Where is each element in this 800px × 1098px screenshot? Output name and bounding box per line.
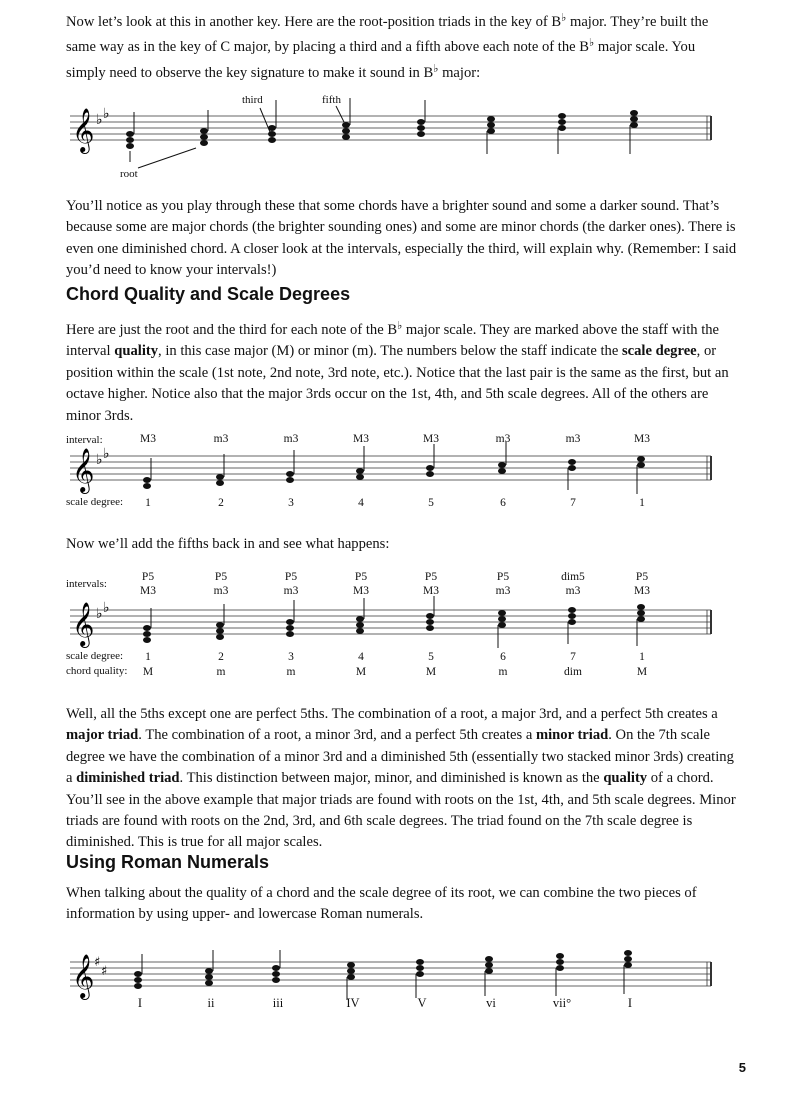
section-heading-roman-numerals: Using Roman Numerals [66, 852, 270, 872]
fifth-annotation: fifth [322, 94, 341, 106]
svg-text:♭: ♭ [96, 112, 103, 128]
svg-text:♭: ♭ [103, 446, 110, 462]
svg-text:♯: ♯ [101, 964, 108, 979]
svg-text:𝄞: 𝄞 [72, 448, 95, 492]
svg-text:♯: ♯ [94, 955, 101, 970]
svg-text:♭: ♭ [96, 606, 103, 622]
section-heading-chord-quality: Chord Quality and Scale Degrees [66, 284, 351, 304]
svg-text:𝄞: 𝄞 [72, 954, 95, 998]
paragraph-4: Well, all the 5ths except one are perfect 5ths. The combination of a root, a major 3rd, and a perfect 5th creates a major triad. The combination of a root, a minor 3rd, and a perfect 5th creates a minor triad. On the 7th scale degree we have the combination of a minor 3rd and a diminished 5th (essentially two stacked minor 3rds) creating a diminished triad. This distinction between major, minor, and diminished is known as the quality of a chord. You’ll see in the above example that major triads are found with roots on the 1st, 4th, and 5th scale degrees. Minor triads are found with roots on the 2nd, 3rd, and 6th scale degrees. The triad found on the 7th scale degree is diminished. This is true for all major scales. [66, 706, 736, 851]
interval-label: interval: [66, 434, 103, 446]
svg-text:♭: ♭ [103, 600, 110, 616]
example4-staff: 𝄞 ♯ ♯ I ii iii IV V vi vii° I [66, 940, 716, 1020]
example2-staff: interval: scale degree: 𝄞 ♭ ♭ M3 m3 m3 M3 M3 m3 m3 M3 1 2 3 4 5 6 7 1 [66, 434, 716, 514]
intro-paragraph: Now let’s look at this in another key. Here are the root-position triads in the key of B♭ major. They’re built the same way as in the key of C major, by placing a third and a fifth above each note of the B♭ major scale. You simply need to observe the key signature to make it sound in B♭ major: [66, 12, 709, 81]
svg-text:♭: ♭ [96, 452, 103, 468]
example1-staff [66, 88, 716, 188]
root-annotation: root [120, 168, 138, 180]
svg-text:𝄞: 𝄞 [72, 602, 95, 646]
example3-staff: intervals: scale degree: chord quality: 𝄞 ♭ ♭ P5 M3 P5 m3 P5 m3 P5 M3 P5 M3 P5 m3 dim5 m3 P5 M3 1 M 2 m 3 m 4 M 5 M 6 m 7 dim 1 M [66, 570, 716, 682]
third-annotation: third [242, 94, 263, 106]
page-number: 5 [738, 1060, 746, 1075]
scale-degree-label: scale degree: [66, 496, 124, 508]
paragraph-2: You’ll notice as you play through these that some chords have a brighter sound and some a darker sound. That’s because some are major chords (the brighter sounding ones) and some are minor chords (the darker ones). There is even one diminished chord. A closer look at the intervals, especially the third, will explain why. (Remember: I said you’d need to know your intervals!) [66, 198, 737, 279]
section2-paragraph: When talking about the quality of a chord and the scale degree of its root, we can combine the two pieces of information by using upper- and lowercase Roman numerals. [66, 885, 697, 923]
section1-paragraph: Here are just the root and the third for each note of the B♭ major scale. They are marked above the staff with the interval quality, in this case major (M) or minor (m). The numbers below the staff indicate the scale degree, or position within the scale (1st note, 2nd note, 3rd note, etc.). Notice that the last pair is the same as the first, but an octave higher. Notice also that the major 3rds occur on the 1st, 4th, and 5th scale degrees. All of the others are minor 3rds. [66, 320, 729, 424]
paragraph-3: Now we’ll add the fifths back in and see what happens: [66, 536, 390, 552]
music-staff-triads-bb [66, 88, 716, 188]
svg-text:♭: ♭ [103, 106, 110, 122]
treble-clef-icon: 𝄞 [72, 108, 95, 152]
